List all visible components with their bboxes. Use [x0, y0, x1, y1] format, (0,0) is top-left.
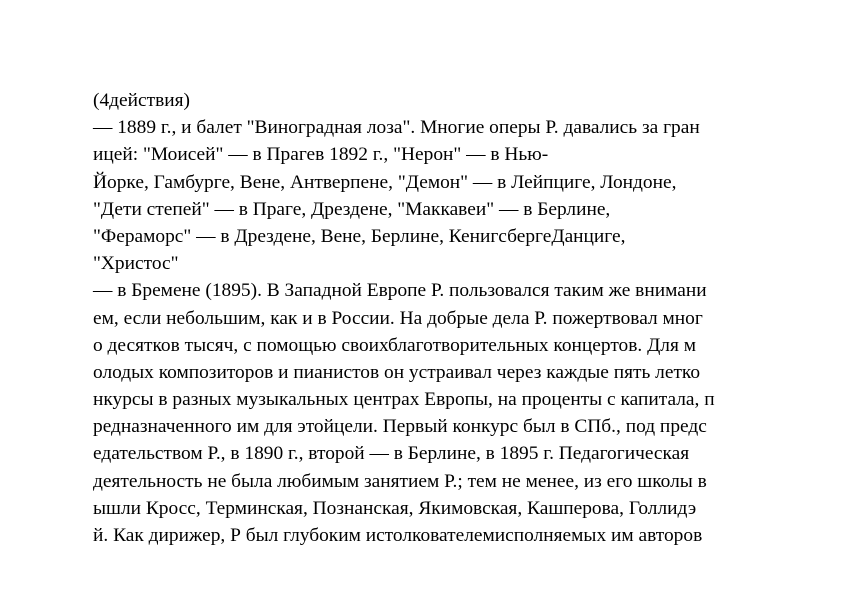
text-line: — в Бремене (1895). В Западной Европе Р. пользовался таким же внимани [93, 280, 707, 302]
text-line: Йорке, Гамбурге, Вене, Антверпене, "Демон" — в Лейпциге, Лондоне, [93, 171, 677, 193]
text-line: редназначенного им для этойцели. Первый конкурс был в СПб., под предс [93, 416, 707, 438]
text-line: едательством Р., в 1890 г., второй — в Берлине, в 1895 г. Педагогическая [93, 443, 690, 465]
text-line: (4действия) [93, 90, 190, 111]
text-line: ицей: "Моисей" — в Прагев 1892 г., "Нерон" — в Нью- [93, 144, 549, 166]
text-line: ышли Кросс, Терминская, Познанская, Якимовская, Кашперова, Голлидэ [93, 497, 697, 519]
body-text [93, 87, 813, 549]
text-line: "Христос" [93, 253, 179, 275]
text-line: "Дети степей" — в Праге, Дрездене, "Маккавеи" — в Берлине, [93, 198, 611, 220]
text-line: "Фераморс" — в Дрездене, Вене, Берлине, КенигсбергеДанциге, [93, 225, 626, 247]
text-line: олодых композиторов и пианистов он устраивал через каждые пять летко [93, 361, 701, 383]
text-line: нкурсы в разных музыкальных центрах Европы, на проценты с капитала, п [93, 389, 715, 411]
text-line: о десятков тысяч, с помощью своихблаготворительных концертов. Для м [93, 334, 697, 356]
text-line: ем, если небольшим, как и в России. На добрые дела Р. пожертвовал мног [93, 307, 703, 329]
text-line: деятельность не была любимым занятием Р.; тем не менее, из его школы в [93, 470, 707, 492]
text-line: — 1889 г., и балет "Виноградная лоза". Многие оперы Р. давались за гран [93, 117, 700, 139]
text-line: й. Как дирижер, Р был глубоким истолкователемисполняемых им авторов [93, 525, 703, 546]
